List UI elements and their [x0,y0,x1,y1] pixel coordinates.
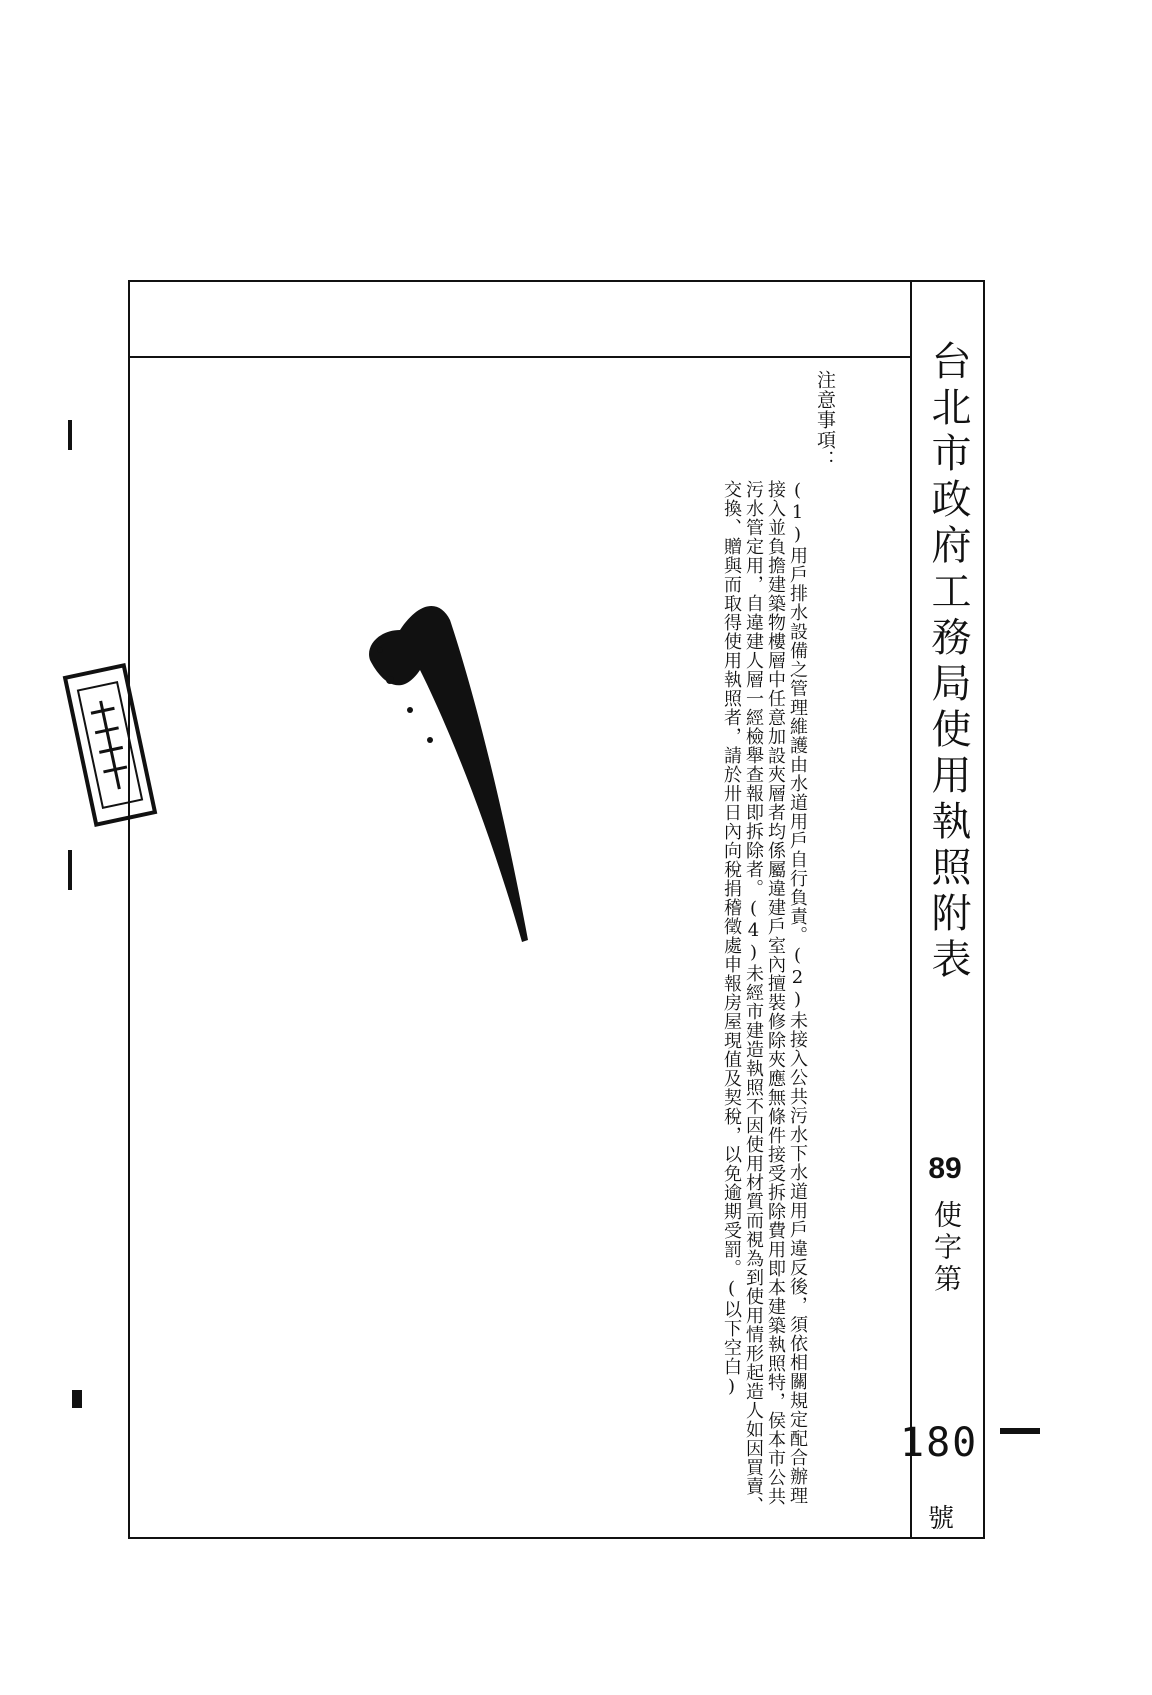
scan-speck [68,850,72,890]
ink-stroke-mark [360,590,560,950]
notes-section [700,370,838,1530]
notes-heading: 注意事項： [814,370,836,470]
title-column-divider [910,280,912,1539]
header-divider [128,356,910,358]
scan-speck [1000,1428,1040,1434]
reference-label: 使字第 [930,1200,963,1296]
scan-speck [68,420,72,450]
scan-speck [72,1390,82,1408]
certificate-number: 180 [900,1420,979,1466]
reference-year: 89 [928,1152,962,1185]
document-title: 台北市政府工務局使用執照附表 [925,340,971,984]
reference-suffix: 號 [928,1504,955,1534]
seal-stamp [60,650,160,840]
notes-body: (1)用戶排水設備之管理維護由水道用戶自行負責。(2)未接入公共污水下水道用戶違反後，須依相關規定配合辦理接入並負擔建築物樓層中任意加設夾層者均係屬違建戶室內擅裝修除夾應無條件接受拆除費用即本建築執照特，侯本市公共污水管定用，自違建人層一經檢舉查報即拆除者。(4)未經市建造執照不因使用材質而視為到使用情形起造人如因買賣、交換、贈與而取得使用執照者，請於卅日內向稅捐稽徵處申報房屋現值及契稅，以免逾期受罰。(以下空白) [721,480,808,1515]
